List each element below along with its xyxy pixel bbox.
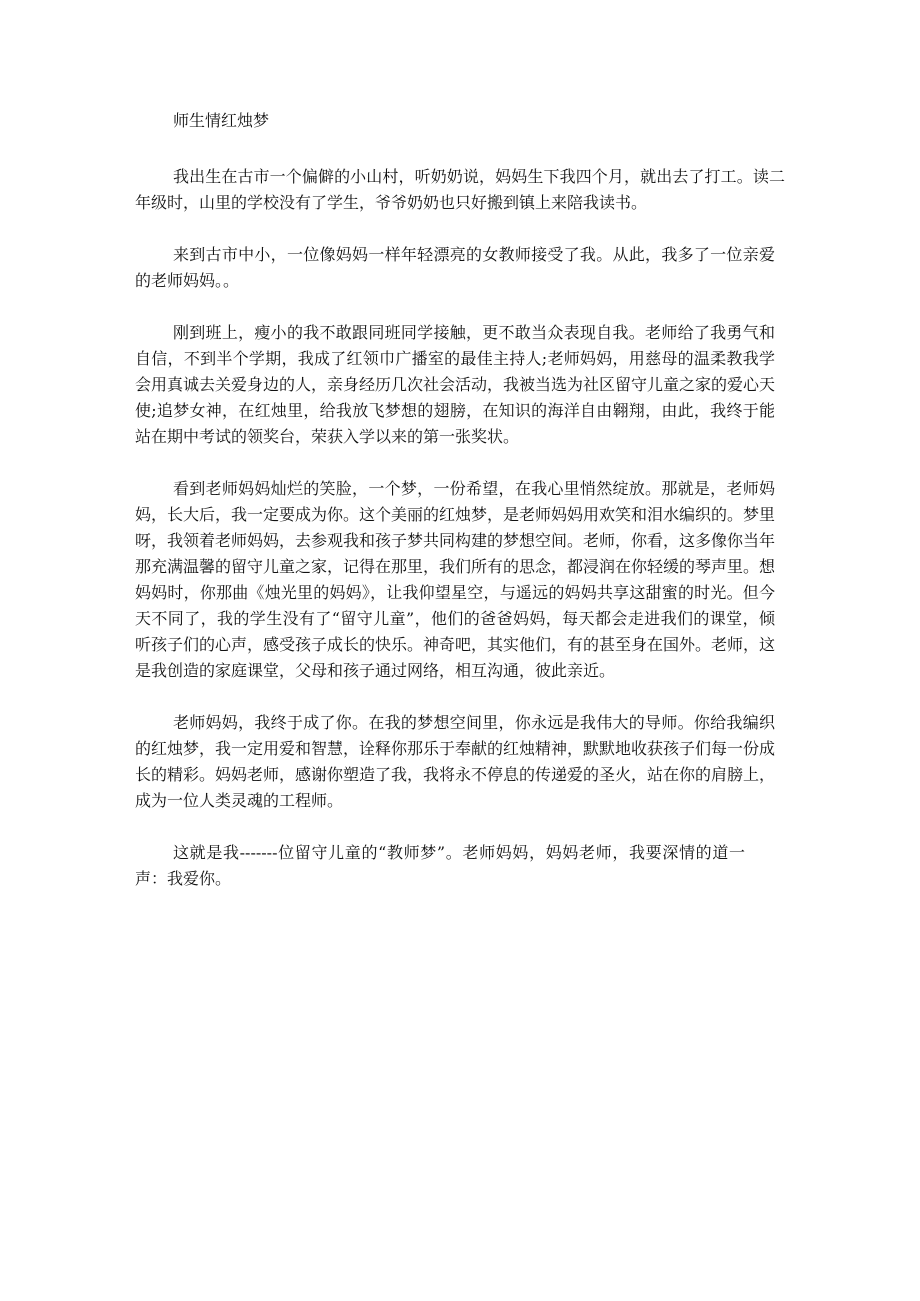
paragraph-4: 看到老师妈妈灿烂的笑脸，一个梦，一份希望，在我心里悄然绽放。那就是，老师妈妈，长大后，我一定要成为你。这个美丽的红烛梦，是老师妈妈用欢笑和泪水编织的。梦里呀，我领着老师妈妈，去参观我和孩子梦共同构建的梦想空间。老师，你看，这多像你当年那充满温馨的留守儿童之家，记得在那里，我们所有的思念，都浸润在你轻缓的琴声里。想妈妈时，你那曲《烛光里的妈妈》，让我仰望星空，与遥远的妈妈共享这甜蜜的时光。但今天不同了，我的学生没有了“留守儿童”，他们的爸爸妈妈，每天都会走进我们的课堂，倾听孩子们的心声，感受孩子成长的快乐。神奇吧，其实他们，有的甚至身在国外。老师，这是我创造的家庭课堂，父母和孩子通过网络，相互沟通，彼此亲近。 bbox=[135, 479, 776, 680]
paragraph-3: 刚到班上，瘦小的我不敢跟同班同学接触，更不敢当众表现自我。老师给了我勇气和自信，不到半个学期，我成了红领巾广播室的最佳主持人;老师妈妈，用慈母的温柔教我学会用真诚去关爱身边的人，亲身经历几次社会活动，我被当选为社区留守儿童之家的爱心天使;追梦女神，在红烛里，给我放飞梦想的翅膀，在知识的海洋自由翱翔，由此，我终于能站在期中考试的领奖台，荣获入学以来的第一张奖状。 bbox=[135, 323, 776, 446]
document-title: 师生情红烛梦 bbox=[173, 111, 270, 130]
paragraph-1: 我出生在古市一个偏僻的小山村，听奶奶说，妈妈生下我四个月，就出去了打工。读二年级时，山里的学校没有了学生，爷爷奶奶也只好搬到镇上来陪我读书。 bbox=[135, 167, 785, 212]
paragraph-6: 这就是我-------位留守儿童的“教师梦”。老师妈妈，妈妈老师，我要深情的道一声：我爱你。 bbox=[135, 843, 745, 888]
paragraph-2: 来到古市中小，一位像妈妈一样年轻漂亮的女教师接受了我。从此，我多了一位亲爱的老师妈妈。。 bbox=[135, 245, 775, 290]
document-page bbox=[135, 108, 785, 918]
paragraph-5: 老师妈妈，我终于成了你。在我的梦想空间里，你永远是我伟大的导师。你给我编织的红烛梦，我一定用爱和智慧，诠释你那乐于奉献的红烛精神，默默地收获孩子们每一份成长的精彩。妈妈老师，感谢你塑造了我，我将永不停息的传递爱的圣火，站在你的肩膀上，成为一位人类灵魂的工程师。 bbox=[135, 713, 776, 810]
